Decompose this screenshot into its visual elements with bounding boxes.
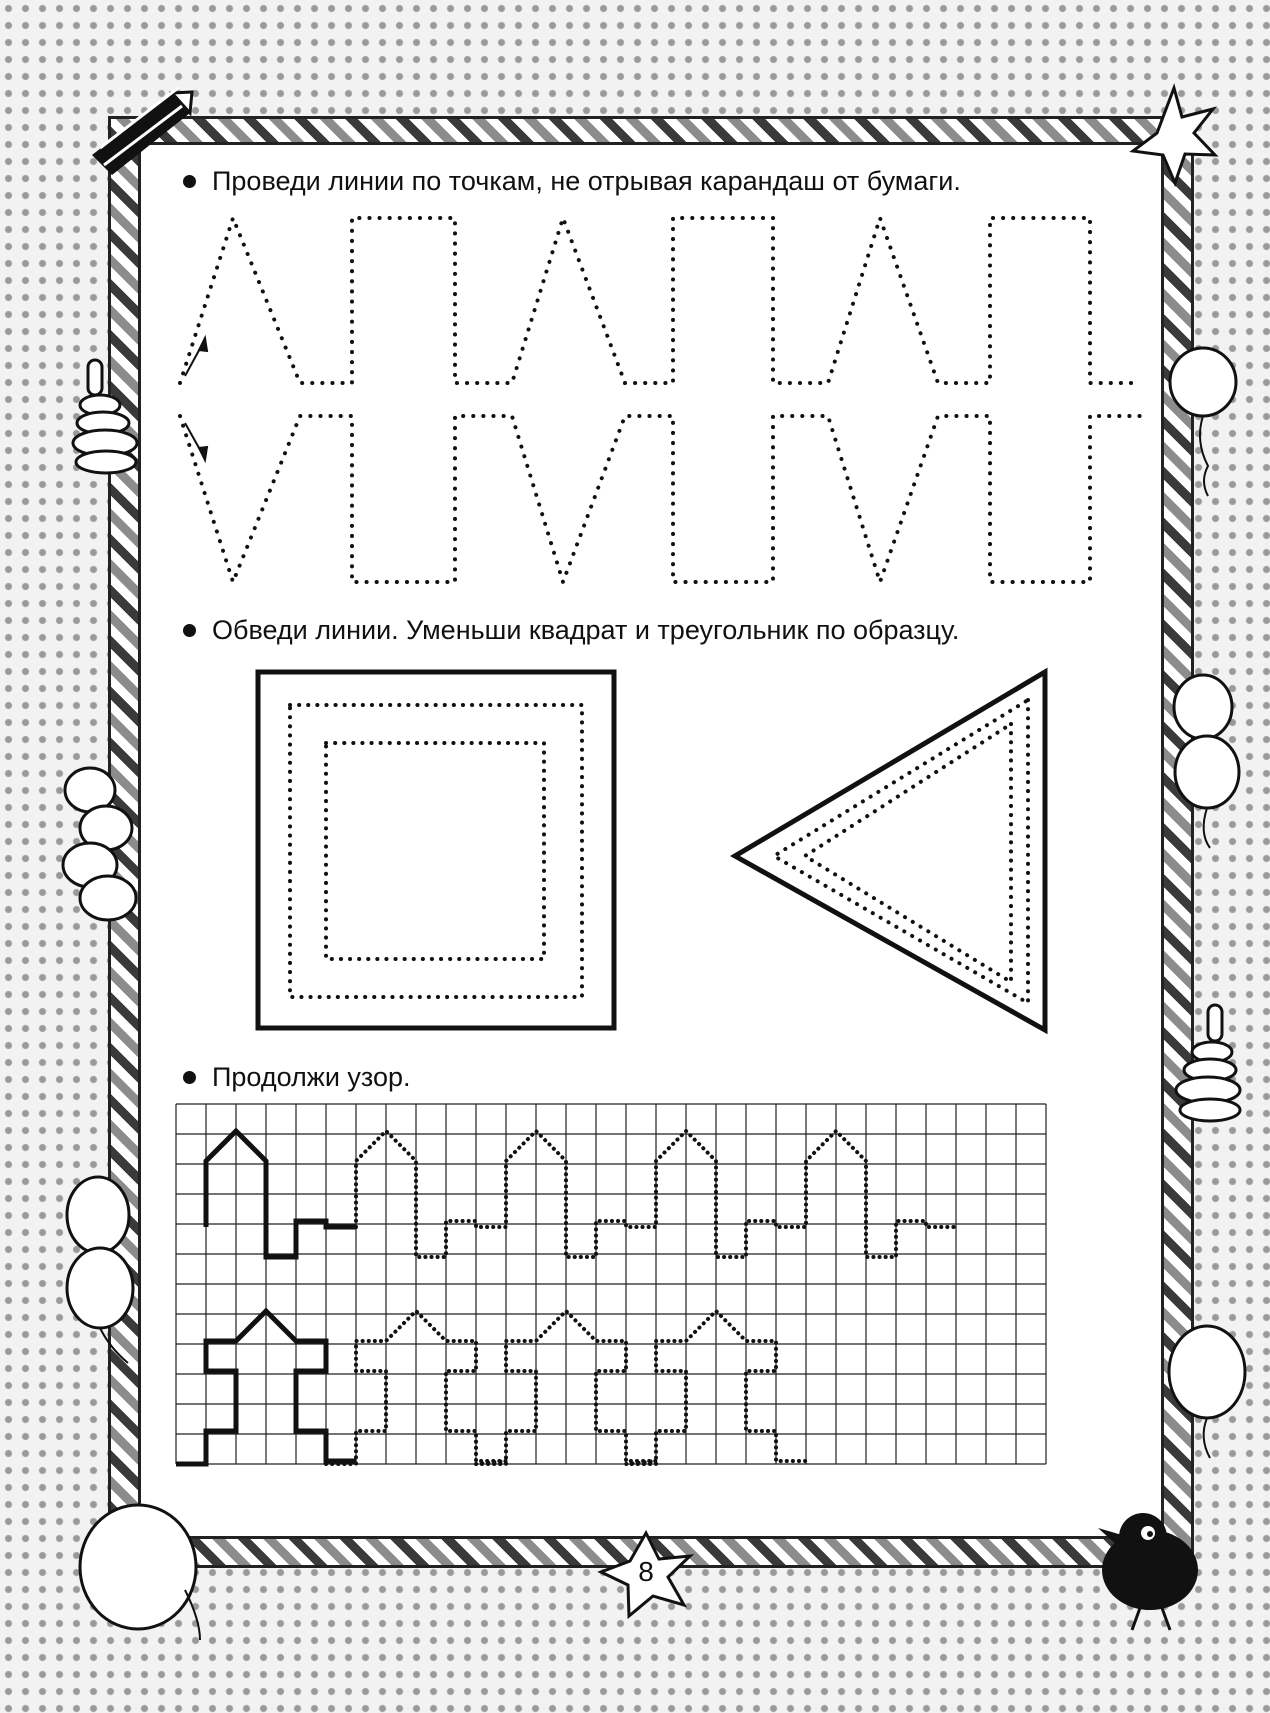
triangle-figure: [735, 672, 1045, 1030]
star-icon: [1133, 88, 1215, 183]
page-number: 8: [638, 1556, 654, 1587]
dotted-pattern-bottom: [180, 416, 1140, 582]
instruction-2-text: Обведи линии. Уменьши квадрат и треугольник по образцу.: [212, 615, 960, 645]
square-figure: [258, 672, 614, 1028]
balloon-dog-icon: [63, 768, 136, 920]
start-arrow-icon: [185, 338, 207, 460]
pencil-icon: [92, 88, 192, 175]
pattern-grid: [176, 1104, 1046, 1464]
crow-icon: [1098, 1513, 1198, 1630]
pattern-continue-dotted: [326, 1131, 956, 1464]
instruction-1-text: Проведи линии по точкам, не отрывая карандаш от бумаги.: [212, 166, 961, 196]
instruction-3-text: Продолжи узор.: [212, 1062, 411, 1092]
toy-pyramid-icon: [73, 360, 1240, 1121]
dotted-pattern-top: [180, 218, 1140, 383]
